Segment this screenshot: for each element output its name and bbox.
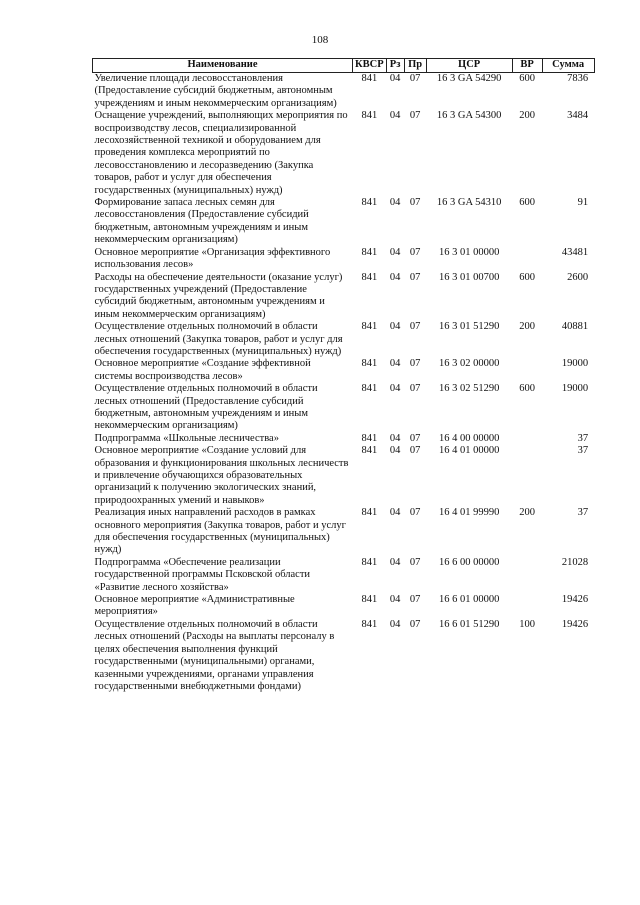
cell-name: Основное мероприятие «Создание эффективной системы воспроизводства лесов» [94,358,311,382]
cell-rz: 04 [389,110,401,122]
cell-csr: 16 4 01 99990 [438,507,500,519]
cell-pr: 07 [409,73,421,84]
cell-csr: 16 3 02 51290 [438,383,500,395]
cell-kvsr: 841 [361,73,378,84]
cell-name: Осуществление отдельных полномочий в области лесных отношений (Предоставление субсидий бюджетным, автономным учреждениям и иным некоммерческим организациям) [94,383,318,432]
cell-pr: 07 [409,358,421,370]
cell-rz: 04 [389,556,401,568]
cell-pr: 07 [409,618,421,630]
cell-rz: 04 [389,246,401,258]
cell-vr [512,433,542,445]
header-vr: ВР [512,59,542,73]
cell-name: Подпрограмма «Школьные лесничества» [94,432,279,444]
header-sum: Сумма [542,59,594,73]
cell-vr: 600 [519,73,535,84]
cell-csr: 16 3 GA 54300 [436,110,502,122]
cell-name: Осуществление отдельных полномочий в области лесных отношений (Расходы на выплаты персоналу в целях обеспечения выполнения функций государственными (муниципальными) органами, казенными учреждениями, органами управления государственными внебюджетными фондами) [94,618,335,692]
header-csr: ЦСР [426,59,512,73]
cell-sum: 91 [577,197,589,209]
cell-kvsr: 841 [361,445,378,457]
cell-vr [512,557,542,594]
table-row [93,247,595,272]
cell-vr: 600 [519,271,535,283]
cell-vr: 100 [519,618,535,630]
table-row [93,507,595,557]
cell-vr: 200 [519,507,535,519]
cell-csr: 16 3 GA 54290 [436,73,502,84]
cell-name: Подпрограмма «Обеспечение реализации государственной программы Псковской области «Развитие лесного хозяйства» [94,556,311,593]
cell-rz: 04 [389,383,401,395]
header-pr: Пр [404,59,426,73]
cell-pr: 07 [409,246,421,258]
cell-csr: 16 3 02 00000 [438,358,500,370]
table-row [93,321,595,358]
table-row [93,557,595,594]
cell-rz: 04 [389,271,401,283]
cell-rz: 04 [389,432,401,444]
cell-kvsr: 841 [361,618,378,630]
cell-sum: 19000 [561,383,589,395]
cell-csr: 16 3 GA 54310 [436,197,502,209]
table-row [93,272,595,322]
cell-csr: 16 6 00 00000 [438,556,500,568]
cell-sum: 37 [577,432,589,444]
cell-vr [512,247,542,272]
cell-pr: 07 [409,507,421,519]
table-row [93,110,595,197]
table-row [93,445,595,507]
cell-sum: 37 [577,507,589,519]
cell-csr: 16 4 00 00000 [438,432,500,444]
cell-pr: 07 [409,271,421,283]
header-name: Наименование [93,59,353,73]
table-row [93,73,595,111]
cell-name: Основное мероприятие «Административные мероприятия» [94,594,295,618]
header-kvsr: КВСР [353,59,387,73]
cell-vr: 600 [519,383,535,395]
cell-sum: 19000 [561,358,589,370]
cell-sum: 43481 [561,246,589,258]
cell-pr: 07 [409,383,421,395]
cell-csr: 16 3 01 51290 [438,321,500,333]
cell-kvsr: 841 [361,271,378,283]
table-row [93,197,595,247]
cell-kvsr: 841 [361,383,378,395]
cell-pr: 07 [409,110,421,122]
cell-vr [512,594,542,619]
cell-kvsr: 841 [361,358,378,370]
cell-sum: 21028 [561,556,589,568]
cell-vr [512,445,542,507]
cell-pr: 07 [409,321,421,333]
table-row [93,383,595,433]
cell-kvsr: 841 [361,556,378,568]
table-row [93,594,595,619]
cell-vr [512,358,542,383]
cell-csr: 16 3 01 00700 [438,271,500,283]
cell-name: Оснащение учреждений, выполняющих мероприятия по воспроизводству лесов, специализированной лесохозяйственной техникой и оборудованием для проведения комплекса мероприятий по лесовосстановлению и лесоразведению (Закупка товаров, работ и услуг для обеспечения государственных (муниципальных) нужд) [94,110,348,196]
cell-name: Реализация иных направлений расходов в рамках основного мероприятия (Закупка товаров, работ и услуг для обеспечения государственных (муниципальных) нужд) [94,507,346,556]
cell-rz: 04 [389,507,401,519]
cell-csr: 16 6 01 00000 [438,594,500,606]
table-body [93,73,595,694]
header-row [93,59,595,73]
cell-name: Основное мероприятие «Организация эффективного использования лесов» [94,246,331,271]
cell-kvsr: 841 [361,246,378,258]
cell-rz: 04 [389,445,401,457]
cell-rz: 04 [389,321,401,333]
cell-vr: 600 [519,197,535,209]
cell-rz: 04 [389,594,401,606]
cell-kvsr: 841 [361,110,378,122]
cell-pr: 07 [409,556,421,568]
table-header [93,59,595,73]
cell-rz: 04 [389,358,401,370]
cell-kvsr: 841 [361,507,378,519]
cell-csr: 16 4 01 00000 [438,445,500,457]
cell-rz: 04 [389,197,401,209]
cell-csr: 16 6 01 51290 [438,618,500,630]
cell-sum: 19426 [561,594,589,606]
cell-vr: 200 [519,321,535,333]
cell-kvsr: 841 [361,197,378,209]
cell-name: Расходы на обеспечение деятельности (оказание услуг) государственных учреждений (Предоставление субсидий бюджетным, автономным учреждениям и иным некоммерческим организациям) [94,271,343,320]
budget-table [92,58,595,693]
cell-sum: 7836 [567,73,589,84]
cell-name: Формирование запаса лесных семян для лесовосстановления (Предоставление субсидий бюджетным, автономным учреждениям и иным некоммерческим организациям) [94,197,309,246]
cell-sum: 19426 [561,618,589,630]
cell-name: Увеличение площади лесовосстановления (Предоставление субсидий бюджетным, автономным учреждениям и иным некоммерческим организациям) [94,73,337,109]
cell-kvsr: 841 [361,432,378,444]
cell-kvsr: 841 [361,321,378,333]
page-number: 108 [311,34,329,46]
cell-sum: 40881 [561,321,589,333]
table-row [93,433,595,445]
cell-csr: 16 3 01 00000 [438,246,500,258]
cell-pr: 07 [409,594,421,606]
cell-sum: 3484 [567,110,589,122]
cell-vr: 200 [519,110,535,122]
header-rz: Рз [386,59,404,73]
cell-sum: 37 [577,445,589,457]
cell-pr: 07 [409,197,421,209]
cell-rz: 04 [389,73,401,84]
cell-sum: 2600 [567,271,589,283]
cell-pr: 07 [409,445,421,457]
cell-rz: 04 [389,618,401,630]
cell-pr: 07 [409,432,421,444]
table-row [93,358,595,383]
table-row [93,619,595,693]
cell-kvsr: 841 [361,594,378,606]
cell-name: Основное мероприятие «Создание условий для образования и функционирования школьных лесничеств и привлечение обучающихся образовательных организаций к получению экологических знаний, природоохранных умений и навыков» [94,445,349,506]
cell-name: Осуществление отдельных полномочий в области лесных отношений (Закупка товаров, работ и услуг для обеспечения государственных (муниципальных) нужд) [94,321,343,357]
